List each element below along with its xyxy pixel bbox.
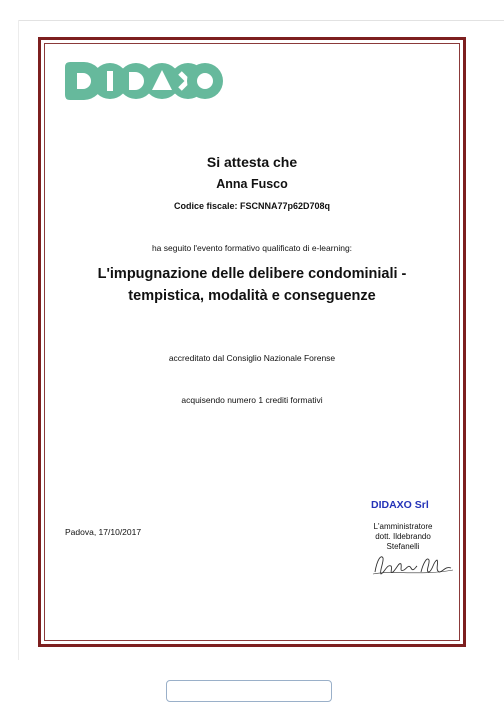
viewer-left-edge	[18, 20, 19, 660]
signer-name: dott. Ildebrando Stefanelli	[375, 532, 431, 551]
course-title: L'impugnazione delle delibere condominiali - tempistica, modalità e conseguenze	[97, 266, 407, 304]
viewer-divider	[18, 20, 504, 21]
place-date: Padova, 17/10/2017	[65, 527, 142, 537]
accreditation-text: accreditato dal Consiglio Nazionale Forense	[168, 353, 336, 363]
certificate-frame	[38, 37, 466, 647]
credits-text: acquisendo numero 1 crediti formativi	[181, 395, 323, 405]
certificate-intro: Si attesta che	[206, 154, 298, 170]
signer-role: L'amministratore	[373, 522, 433, 531]
followed-text: ha seguito l'evento formativo qualificato di e-learning:	[151, 243, 353, 253]
signer-block	[363, 522, 443, 552]
recipient-name: Anna Fusco	[216, 177, 288, 191]
company-name: DIDAXO Srl	[371, 499, 429, 511]
certificate-inner-border	[44, 43, 460, 641]
viewer-action-button[interactable]	[166, 680, 332, 702]
didaxo-logo	[65, 62, 223, 100]
signature-image	[371, 550, 455, 578]
tax-code: Codice fiscale: FSCNNA77p62D708q	[173, 201, 331, 211]
